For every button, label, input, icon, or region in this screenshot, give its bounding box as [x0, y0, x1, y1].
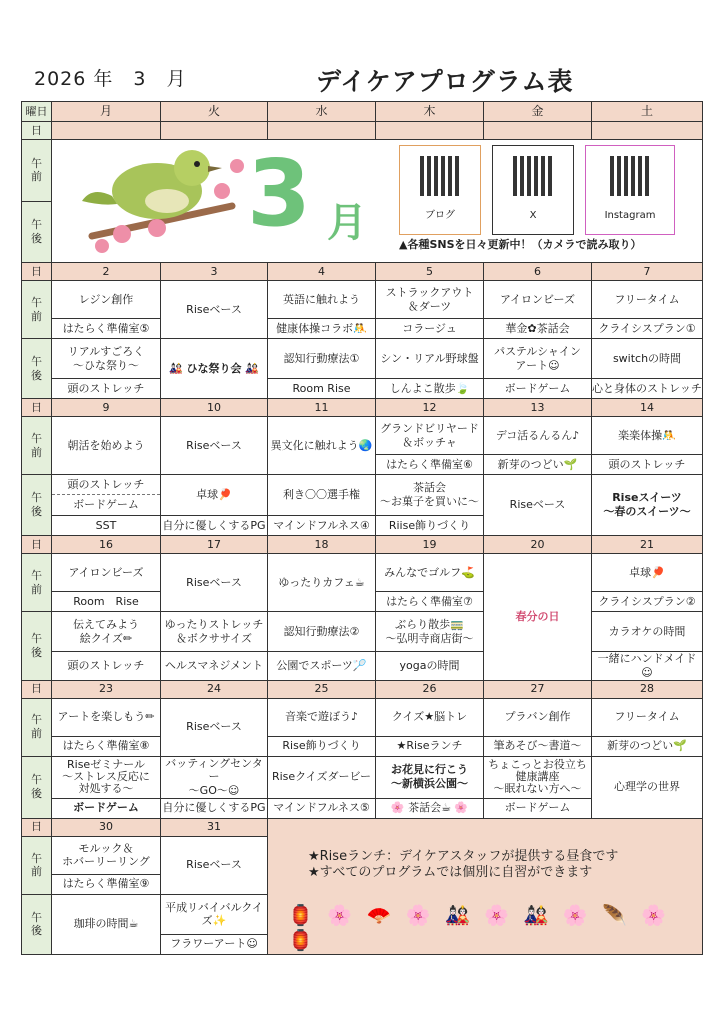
program: クライシスプラン① — [592, 319, 703, 339]
date: 27 — [484, 680, 592, 698]
program: 認知行動療法① — [268, 339, 376, 379]
day-wed: 水 — [268, 102, 376, 122]
program: 心理学の世界 — [592, 756, 703, 818]
program: Riseベース — [161, 281, 268, 339]
program-stack: 頭のストレッチ ボードゲーム — [52, 475, 161, 516]
qr-code-icon — [420, 156, 460, 196]
hero-banner — [52, 140, 702, 262]
label-hi: 日 — [22, 399, 52, 417]
program: ぶらり散歩🚃 〜弘明寺商店街〜 — [376, 612, 484, 652]
day-mon: 月 — [52, 102, 161, 122]
date: 30 — [52, 818, 161, 836]
label-am: 午 前 — [22, 140, 52, 202]
label-pm: 午 後 — [22, 475, 52, 536]
program: コラージュ — [376, 319, 484, 339]
program: 🎎 ひな祭り会 🎎 — [161, 339, 268, 399]
label-am: 午 前 — [22, 698, 52, 756]
program: 頭のストレッチ — [52, 379, 161, 399]
day-fri: 金 — [484, 102, 592, 122]
date: 23 — [52, 680, 161, 698]
program: 新芽のつどい🌱 — [592, 736, 703, 756]
label-hi: 日 — [22, 122, 52, 140]
note-lunch: ★Riseランチ：デイケアスタッフが提供する昼食です — [308, 848, 619, 864]
date: 19 — [376, 536, 484, 554]
program: シン・リアル野球盤 — [376, 339, 484, 379]
date: 14 — [592, 399, 703, 417]
program: 認知行動療法② — [268, 612, 376, 652]
date: 31 — [161, 818, 268, 836]
program: 利き〇〇選手権 — [268, 475, 376, 516]
date: 13 — [484, 399, 592, 417]
program: switchの時間 — [592, 339, 703, 379]
program: フリータイム — [592, 698, 703, 736]
label-pm: 午 後 — [22, 612, 52, 681]
program: パステルシャイン アート☺ — [484, 339, 592, 379]
program: みんなでゴルフ⛳ — [376, 554, 484, 592]
note-selfstudy: ★すべてのプログラムでは個別に自習ができます — [308, 865, 593, 880]
program: ちょこっとお役立ち 健康講座 〜眠れない方へ〜 — [484, 756, 592, 798]
program: ゆったりカフェ☕ — [268, 554, 376, 612]
date: 17 — [161, 536, 268, 554]
date: 18 — [268, 536, 376, 554]
date: 4 — [268, 263, 376, 281]
program: はたらく準備室⑥ — [376, 455, 484, 475]
label-hi: 日 — [22, 263, 52, 281]
program: SST — [52, 516, 161, 536]
label-am: 午 前 — [22, 554, 52, 612]
program: カラオケの時間 — [592, 612, 703, 652]
month-suffix: 月 — [327, 200, 367, 246]
bird-illustration — [82, 146, 252, 256]
program: マインドフルネス④ — [268, 516, 376, 536]
date: 24 — [161, 680, 268, 698]
program: 平成リバイバルクイズ✨ — [161, 894, 268, 934]
program: 頭のストレッチ — [52, 652, 161, 681]
label-hi: 日 — [22, 536, 52, 554]
program-calendar — [21, 101, 703, 955]
program: アートを楽しもう✏ — [52, 698, 161, 736]
program: ボードゲーム — [484, 379, 592, 399]
program: 公園でスポーツ🏸 — [268, 652, 376, 681]
date: 3 — [161, 263, 268, 281]
label-hi: 日 — [22, 818, 52, 836]
program: 頭のストレッチ — [592, 455, 703, 475]
date: 6 — [484, 263, 592, 281]
holiday-shunbun: 春分の日 — [484, 554, 592, 681]
year-month: 2026 年 3 月 — [34, 68, 187, 90]
date: 25 — [268, 680, 376, 698]
program: ストラックアウト ＆ダーツ — [376, 281, 484, 319]
program: 音楽で遊ぼう♪ — [268, 698, 376, 736]
program: バッティングセンター 〜GO〜☺ — [161, 756, 268, 798]
program: ヘルスマネジメント — [161, 652, 268, 681]
program: 心と身体のストレッチ — [592, 379, 703, 399]
program: 英語に触れよう — [268, 281, 376, 319]
program: Riseベース — [484, 475, 592, 536]
program: ★Riseランチ — [376, 736, 484, 756]
program: フラワーアート☺ — [161, 934, 268, 954]
date: 20 — [484, 536, 592, 554]
program: ゆったりストレッチ ＆ボクササイズ — [161, 612, 268, 652]
month-number: 3 — [247, 140, 312, 247]
date: 7 — [592, 263, 703, 281]
program: 一緒にハンドメイド☺ — [592, 652, 703, 681]
date: 2 — [52, 263, 161, 281]
x-qr[interactable]: X — [492, 145, 574, 235]
program: プラバン創作 — [484, 698, 592, 736]
program: 🌸 茶話会☕ 🌸 — [376, 798, 484, 818]
program: yogaの時間 — [376, 652, 484, 681]
page-title: デイケアプログラム表 — [316, 67, 574, 96]
label-am: 午 前 — [22, 836, 52, 894]
program: ボードゲーム — [484, 798, 592, 818]
blog-qr[interactable]: ブログ — [399, 145, 481, 235]
program: 異文化に触れよう🌏 — [268, 417, 376, 475]
date: 16 — [52, 536, 161, 554]
program: 自分に優しくするPG — [161, 516, 268, 536]
day-tue: 火 — [161, 102, 268, 122]
date: 28 — [592, 680, 703, 698]
program: クイズ★脳トレ — [376, 698, 484, 736]
label-pm: 午 後 — [22, 756, 52, 818]
program: 楽楽体操🤼 — [592, 417, 703, 455]
program: 朝活を始めよう — [52, 417, 161, 475]
program: はたらく準備室⑤ — [52, 319, 161, 339]
program: お花見に行こう 〜新横浜公園〜 — [376, 756, 484, 798]
program: Riseベース — [161, 417, 268, 475]
program: Room Rise — [52, 592, 161, 612]
program: 華金✿茶話会 — [484, 319, 592, 339]
notes-area — [268, 818, 703, 954]
label-hi: 日 — [22, 680, 52, 698]
date: 11 — [268, 399, 376, 417]
label-am: 午 前 — [22, 417, 52, 475]
date: 21 — [592, 536, 703, 554]
program: Riseベース — [161, 554, 268, 612]
program: 筆あそび〜書道〜 — [484, 736, 592, 756]
program: 卓球🏓 — [161, 475, 268, 516]
program: Riseスイーツ 〜春のスイーツ〜 — [592, 475, 703, 536]
day-sat: 土 — [592, 102, 703, 122]
program: デコ活るんるん♪ — [484, 417, 592, 455]
program: Riseゼミナール 〜ストレス反応に 対処する〜 — [52, 756, 161, 798]
program: はたらく準備室⑨ — [52, 874, 161, 894]
label-pm: 午 後 — [22, 339, 52, 399]
label-am: 午 前 — [22, 281, 52, 339]
program: アイロンビーズ — [484, 281, 592, 319]
program: フリータイム — [592, 281, 703, 319]
program: Riseクイズダービー — [268, 756, 376, 798]
label-youbi: 曜日 — [22, 102, 52, 122]
program: 新芽のつどい🌱 — [484, 455, 592, 475]
sns-note: ▲各種SNSを日々更新中！（カメラで読み取り） — [399, 238, 642, 251]
decoration-row: 🏮 🌸 🪭 🌸 🎎 🌸 🎎 🌸 🪶 🌸 🏮 — [288, 903, 671, 953]
program: 伝えてみよう 絵クイズ✏ — [52, 612, 161, 652]
program: Rise飾りづくり — [268, 736, 376, 756]
program: はたらく準備室⑧ — [52, 736, 161, 756]
program: アイロンビーズ — [52, 554, 161, 592]
program: グランドビリヤード ＆ボッチャ — [376, 417, 484, 455]
instagram-qr[interactable]: Instagram — [585, 145, 675, 235]
program: Room Rise — [268, 379, 376, 399]
program: クライシスプラン② — [592, 592, 703, 612]
date: 26 — [376, 680, 484, 698]
program: マインドフルネス⑤ — [268, 798, 376, 818]
program: レジン創作 — [52, 281, 161, 319]
program: Riseベース — [161, 698, 268, 756]
program: Riseベース — [161, 836, 268, 894]
label-pm: 午 後 — [22, 894, 52, 954]
date: 10 — [161, 399, 268, 417]
program: Riise飾りづくり — [376, 516, 484, 536]
day-thu: 木 — [376, 102, 484, 122]
program: ボードゲーム — [52, 798, 161, 818]
date: 5 — [376, 263, 484, 281]
program: 茶話会 〜お菓子を買いに〜 — [376, 475, 484, 516]
date: 12 — [376, 399, 484, 417]
qr-code-icon — [513, 156, 553, 196]
program: はたらく準備室⑦ — [376, 592, 484, 612]
date: 9 — [52, 399, 161, 417]
program: モルック＆ ホバーリーリング — [52, 836, 161, 874]
program: 健康体操コラボ🤼 — [268, 319, 376, 339]
program: しんよこ散歩🍃 — [376, 379, 484, 399]
program: リアルすごろく 〜ひな祭り〜 — [52, 339, 161, 379]
program: 卓球🏓 — [592, 554, 703, 592]
program: 自分に優しくするPG — [161, 798, 268, 818]
qr-code-icon — [610, 156, 650, 196]
program: 珈琲の時間☕ — [52, 894, 161, 954]
label-pm: 午 後 — [22, 201, 52, 263]
